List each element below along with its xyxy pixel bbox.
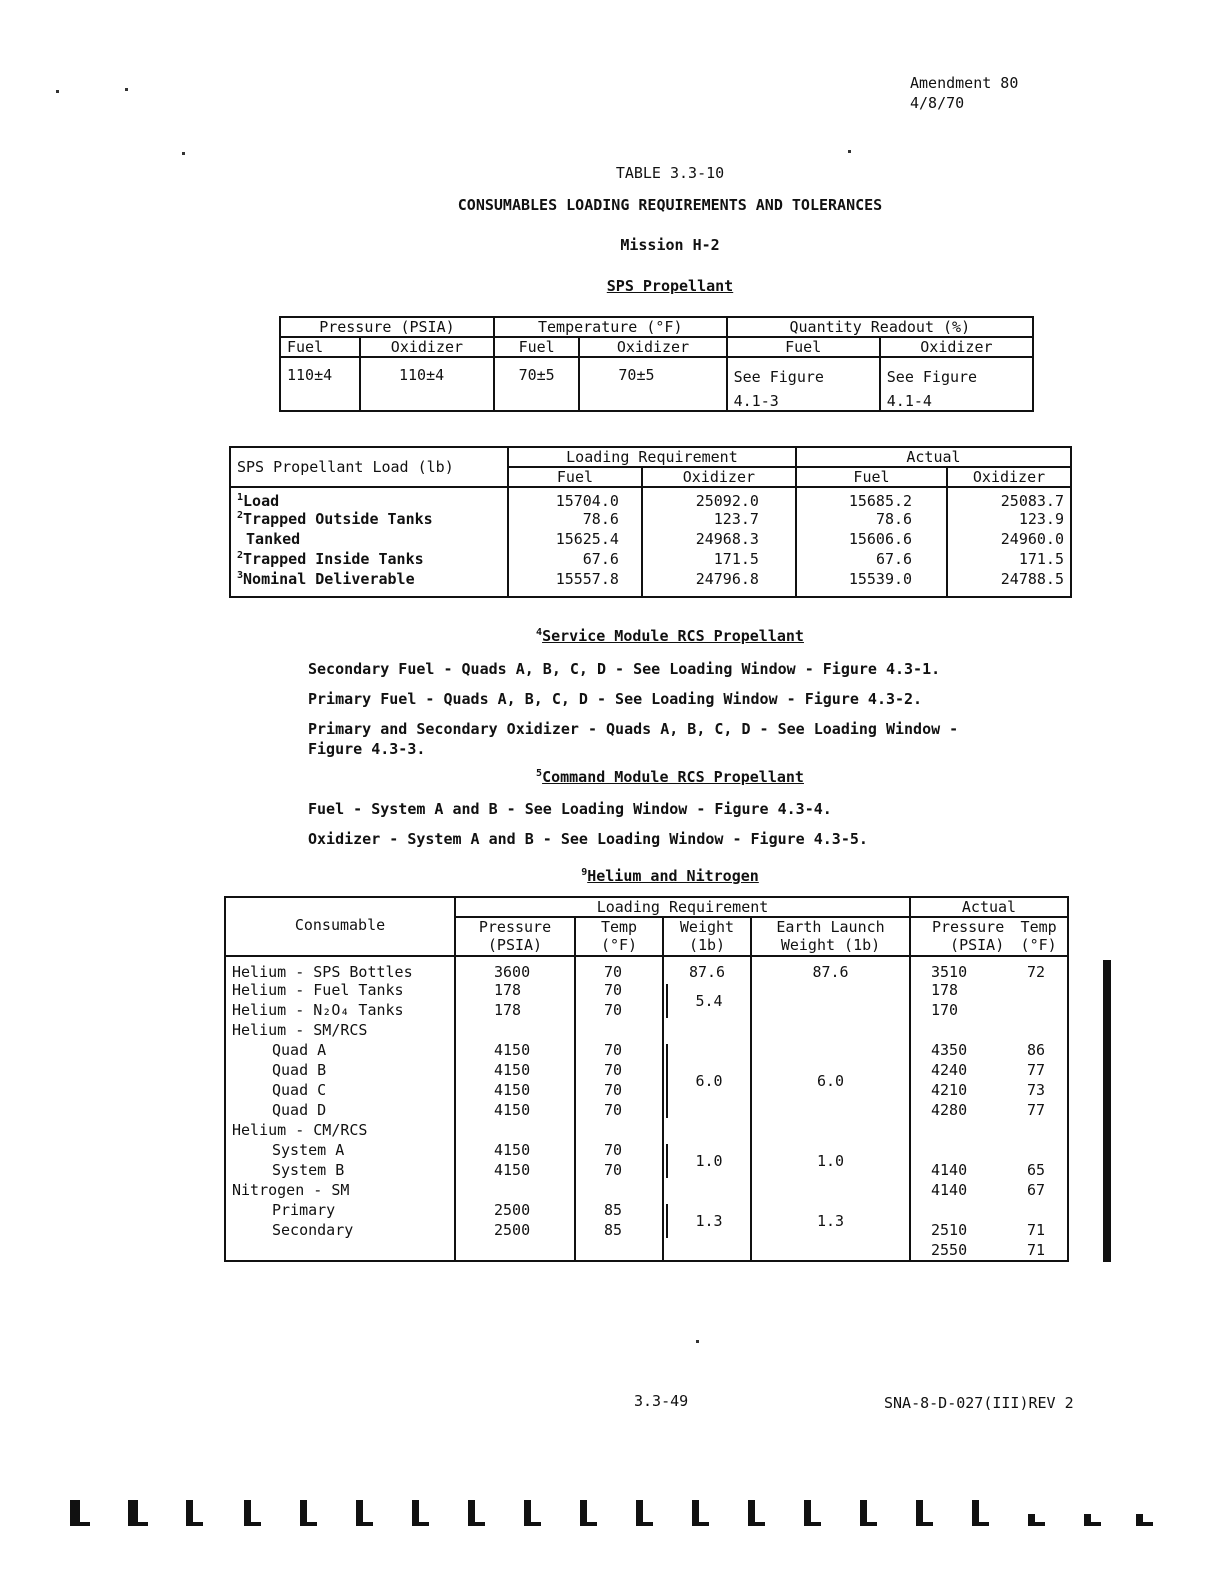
weight-value: 1.3 (695, 1212, 723, 1230)
cell: 78.6 (796, 510, 947, 530)
edge-mark-base (244, 1522, 261, 1526)
table-row (230, 510, 1071, 530)
cell-pressure: 2500 (455, 1221, 575, 1241)
table-row (225, 1161, 1068, 1181)
edge-mark-base (524, 1522, 541, 1526)
cell: 25083.7 (947, 487, 1071, 510)
table-row (225, 1041, 1068, 1061)
load-rows (230, 487, 1071, 597)
edge-mark-base (356, 1522, 373, 1526)
cm-rcs-heading: Command Module RCS Propellant (542, 768, 804, 786)
table-row (225, 1141, 1068, 1161)
cell-actual-temp: 71 (1026, 1241, 1045, 1259)
load-label: SPS Propellant Load (lb) (230, 447, 508, 487)
cell-actual-pressure: 4240 (910, 1061, 1010, 1081)
cell-pressure: 4150 (455, 1161, 575, 1181)
cell-weight (663, 1241, 751, 1261)
table-row (225, 1221, 1068, 1241)
cell-temp (575, 1241, 663, 1261)
consumable-name: Helium - Fuel Tanks (232, 981, 404, 999)
cell-actual-temp (1010, 1141, 1068, 1161)
scan-speck (56, 90, 59, 93)
helium-heading-wrap (0, 867, 1220, 885)
row-label-text: Nominal Deliverable (243, 570, 415, 588)
consumable-name: Nitrogen - SM (232, 1181, 350, 1199)
col-fuel: Fuel (280, 337, 360, 357)
cell-earth-launch: 6.0 (751, 1041, 910, 1121)
cell-temp: 85 (575, 1221, 663, 1241)
cell-actual-pressure: 4140 (910, 1181, 1010, 1201)
cell-pressure (455, 1241, 575, 1261)
cell-actual-temp: 86 (1026, 1041, 1045, 1059)
edge-mark-base (916, 1522, 933, 1526)
table-row (225, 1101, 1068, 1121)
edge-mark-base (70, 1522, 90, 1526)
edge-marks-graphic (70, 1488, 1160, 1528)
cell-actual-temp: 71 (1026, 1221, 1045, 1239)
cell-earth-launch: 1.0 (751, 1141, 910, 1181)
cell-temp: 70 (575, 1161, 663, 1181)
cell-weight (663, 1021, 751, 1041)
group-loading-requirement: Loading Requirement (508, 447, 796, 467)
cell-actual-temp: 77 (1026, 1101, 1045, 1119)
cell-line: See Figure (733, 368, 824, 386)
consumable-name: Helium - CM/RCS (232, 1121, 368, 1139)
cell-actual-temp (1010, 1021, 1068, 1041)
cell-actual-pressure (910, 1141, 1010, 1161)
weight-value: 1.0 (695, 1152, 723, 1170)
cell-pressure: 4150 (455, 1061, 575, 1081)
edge-mark-base (692, 1522, 709, 1526)
cell-temp: 70 (575, 1001, 663, 1021)
col-oxidizer: Oxidizer (642, 467, 796, 487)
table-row (225, 1021, 1068, 1041)
edge-mark-base (186, 1522, 203, 1526)
cell-actual-temp (1010, 1201, 1068, 1221)
col-earth-launch-2: Weight (1b) (751, 936, 910, 956)
cell: 67.6 (508, 550, 642, 570)
cell-line: 4.1-3 (733, 392, 779, 410)
cell-actual-temp: 67 (1026, 1181, 1045, 1199)
table-row (230, 530, 1071, 550)
document-id: SNA-8-D-027(III)REV 2 (884, 1394, 1074, 1412)
cell-actual-temp: 73 (1026, 1081, 1045, 1099)
edge-mark-base (748, 1522, 765, 1526)
cm-rcs-line: Oxidizer - System A and B - See Loading Window - Figure 4.3-5. (308, 830, 868, 848)
helium-heading: Helium and Nitrogen (587, 867, 759, 885)
footnote-mark: 3 (237, 570, 244, 581)
sps-heading: SPS Propellant (606, 277, 734, 295)
group-pressure: Pressure (PSIA) (280, 317, 494, 337)
consumable-name: System B (272, 1161, 345, 1179)
edge-mark-base (804, 1522, 821, 1526)
cell-pressure: 4150 (455, 1101, 575, 1121)
row-label (230, 550, 508, 570)
edge-mark-base (128, 1522, 148, 1526)
mission-label: Mission H-2 (620, 236, 720, 254)
consumable-name: Quad D (272, 1101, 327, 1119)
cell-pressure: 3600 (455, 956, 575, 981)
consumable-name (225, 1241, 455, 1261)
cell: 78.6 (508, 510, 642, 530)
helium-rows (225, 956, 1068, 1261)
cell-actual-pressure: 4280 (910, 1101, 1010, 1121)
scan-speck (182, 152, 185, 155)
col-oxidizer: Oxidizer (579, 337, 726, 357)
table-row (225, 1001, 1068, 1021)
cell-earth-launch (751, 1121, 910, 1141)
col-oxidizer: Oxidizer (360, 337, 494, 357)
scan-speck (696, 1340, 699, 1343)
cell: 15539.0 (796, 570, 947, 597)
sps-load-table (229, 446, 1072, 598)
sm-rcs-line: Secondary Fuel - Quads A, B, C, D - See Loading Window - Figure 4.3-1. (308, 660, 941, 678)
table-row (225, 1121, 1068, 1141)
cell-earth-launch (751, 1021, 910, 1041)
cell: 25092.0 (642, 487, 796, 510)
cell-pressure (455, 1021, 575, 1041)
consumable-name: Quad A (272, 1041, 327, 1059)
sm-rcs-heading: Service Module RCS Propellant (542, 627, 804, 645)
cell: 123.7 (642, 510, 796, 530)
cell-actual-pressure (910, 1021, 1010, 1041)
cell: 15557.8 (508, 570, 642, 597)
cell-earth-launch: 1.3 (751, 1201, 910, 1241)
cell: 15625.4 (508, 530, 642, 550)
amendment-date: 4/8/70 (910, 94, 965, 112)
cell: 171.5 (642, 550, 796, 570)
edge-mark-base (972, 1522, 989, 1526)
cell-actual-temp (1010, 1001, 1068, 1021)
col-degf: (°F) (575, 936, 663, 956)
col-temp: Temp (575, 917, 663, 936)
cell: 110±4 (360, 357, 494, 411)
cell: 123.9 (947, 510, 1071, 530)
consumable-name: Secondary (272, 1221, 354, 1239)
cell-weight (663, 1041, 751, 1121)
cm-rcs-line: Fuel - System A and B - See Loading Window - Figure 4.3-4. (308, 800, 832, 818)
cell-temp: 70 (575, 981, 663, 1001)
cell: 15606.6 (796, 530, 947, 550)
cell: 24968.3 (642, 530, 796, 550)
edge-mark-base (636, 1522, 653, 1526)
cell-weight (663, 1181, 751, 1201)
cell-line: 4.1-4 (886, 392, 932, 410)
edge-mark-base (412, 1522, 429, 1526)
cell-actual-pressure: 178 (910, 981, 1010, 1001)
cell-temp (575, 1021, 663, 1041)
cell-pressure: 4150 (455, 1141, 575, 1161)
cell-actual-pressure: 4210 (910, 1081, 1010, 1101)
cell-pressure: 4150 (455, 1041, 575, 1061)
table-row (225, 956, 1068, 981)
table-row (230, 550, 1071, 570)
edge-mark-base (1084, 1522, 1101, 1526)
sm-rcs-line: Figure 4.3-3. (308, 740, 426, 758)
cell-temp: 70 (575, 1061, 663, 1081)
cell: 70±5 (494, 357, 580, 411)
cell-pressure: 4150 (455, 1081, 575, 1101)
cell-earth-launch (751, 1241, 910, 1261)
cm-rcs-heading-wrap (0, 768, 1220, 786)
consumable-name: Primary (272, 1201, 336, 1219)
cell-pressure: 178 (455, 981, 575, 1001)
cell-temp: 70 (575, 1041, 663, 1061)
col-actual-pressure: Pressure (910, 917, 1010, 936)
footnote-mark: 9 (581, 867, 588, 878)
cell: 24960.0 (947, 530, 1071, 550)
row-label (230, 510, 508, 530)
cell (727, 357, 880, 411)
cell-temp: 85 (575, 1201, 663, 1221)
cell-actual-temp: 72 (1026, 963, 1045, 981)
group-quantity: Quantity Readout (%) (727, 317, 1033, 337)
edge-mark-base (300, 1522, 317, 1526)
cell: 171.5 (947, 550, 1071, 570)
cell-earth-launch (751, 981, 910, 1021)
cell: 110±4 (287, 366, 333, 384)
col-earth-launch: Earth Launch (751, 917, 910, 936)
cell-actual-pressure: 3510 (910, 956, 1010, 981)
cell-line: See Figure (886, 368, 978, 386)
col-actual-degf: (°F) (1010, 936, 1068, 956)
cell-earth-launch: 87.6 (751, 956, 910, 981)
col-actual-psia: (PSIA) (910, 936, 1010, 956)
consumable-name: Quad B (272, 1061, 327, 1079)
edge-mark-base (468, 1522, 485, 1526)
scan-speck (125, 88, 128, 91)
cell-actual-pressure: 2510 (910, 1221, 1010, 1241)
cell-weight (663, 981, 751, 1021)
amendment-label: Amendment 80 (910, 74, 1019, 92)
weight-value: 5.4 (695, 992, 723, 1010)
cell-actual-pressure: 4140 (910, 1161, 1010, 1181)
cell-actual-temp: 77 (1026, 1061, 1045, 1079)
col-fuel: Fuel (508, 467, 642, 487)
weight-value: 6.0 (695, 1072, 723, 1090)
edge-marks (70, 1488, 1160, 1528)
sm-rcs-line: Primary and Secondary Oxidizer - Quads A, B, C, D - See Loading Window - (308, 720, 959, 738)
edge-mark-base (580, 1522, 597, 1526)
table-row (225, 1241, 1068, 1261)
cell-actual-pressure (910, 1201, 1010, 1221)
col-actual-temp: Temp (1020, 918, 1057, 936)
col-pressure: Pressure (455, 917, 575, 936)
cell-actual-temp (1010, 1121, 1068, 1141)
cell-actual-temp (1010, 981, 1068, 1001)
table-number: TABLE 3.3-10 (615, 164, 725, 182)
cell-temp: 70 (575, 956, 663, 981)
table-row (225, 1201, 1068, 1221)
cell-actual-pressure: 4350 (910, 1041, 1010, 1061)
cell: 15704.0 (508, 487, 642, 510)
cell: 67.6 (796, 550, 947, 570)
row-label-text: Load (243, 492, 280, 510)
group-actual: Actual (796, 447, 1071, 467)
col-fuel: Fuel (796, 467, 947, 487)
table-row (225, 1181, 1068, 1201)
footnote-mark: 5 (536, 768, 543, 779)
consumable-name: Helium - SPS Bottles (232, 963, 413, 981)
col-fuel: Fuel (727, 337, 880, 357)
cell-weight (663, 1201, 751, 1241)
consumable-name: Quad C (272, 1081, 327, 1099)
col-psia: (PSIA) (455, 936, 575, 956)
row-label (230, 487, 508, 510)
cell-actual-pressure (910, 1121, 1010, 1141)
cell-temp (575, 1121, 663, 1141)
table-row (230, 570, 1071, 597)
helium-table (224, 896, 1069, 1262)
row-label-text: Trapped Inside Tanks (243, 550, 424, 568)
consumable-label: Consumable (225, 897, 455, 956)
cell-temp (575, 1181, 663, 1201)
cell-actual-pressure: 170 (910, 1001, 1010, 1021)
sm-rcs-line: Primary Fuel - Quads A, B, C, D - See Loading Window - Figure 4.3-2. (308, 690, 923, 708)
col-oxidizer: Oxidizer (880, 337, 1033, 357)
cell-temp: 70 (575, 1101, 663, 1121)
group-loading-requirement: Loading Requirement (455, 897, 910, 917)
footnote-mark: 1 (237, 492, 244, 503)
cell-weight (663, 1121, 751, 1141)
consumable-name: System A (272, 1141, 345, 1159)
sps-conditions-table (279, 316, 1034, 412)
cell-temp: 70 (575, 1081, 663, 1101)
row-label-text: Trapped Outside Tanks (243, 510, 433, 528)
col-fuel: Fuel (494, 337, 580, 357)
cell-weight (663, 1141, 751, 1181)
cell: 70±5 (579, 357, 726, 411)
cell-pressure: 2500 (455, 1201, 575, 1221)
cell-actual-pressure: 2550 (910, 1241, 1010, 1261)
edge-mark-base (860, 1522, 877, 1526)
cell-pressure (455, 1121, 575, 1141)
scan-speck (848, 150, 851, 153)
revision-change-bar (1103, 960, 1111, 1262)
cell-earth-launch (751, 1181, 910, 1201)
edge-mark-base (1028, 1522, 1045, 1526)
footnote-mark: 2 (237, 510, 244, 521)
group-actual: Actual (910, 897, 1068, 917)
group-temperature: Temperature (°F) (494, 317, 727, 337)
cell-pressure (455, 1181, 575, 1201)
col-weight: Weight (663, 917, 751, 936)
consumable-name: Helium - SM/RCS (232, 1021, 368, 1039)
cell: 24788.5 (947, 570, 1071, 597)
cell-pressure: 178 (455, 1001, 575, 1021)
edge-mark-base (1136, 1522, 1153, 1526)
cell: 15685.2 (796, 487, 947, 510)
table-row (225, 981, 1068, 1001)
cell: 24796.8 (642, 570, 796, 597)
consumable-name: Helium - N₂O₄ Tanks (232, 1001, 404, 1019)
footnote-mark: 2 (237, 550, 244, 561)
cell-temp: 70 (575, 1141, 663, 1161)
col-lb: (1b) (663, 936, 751, 956)
page-number: 3.3-49 (634, 1392, 689, 1410)
cell-weight: 87.6 (663, 956, 751, 981)
table-row (225, 1081, 1068, 1101)
table-row (225, 1061, 1068, 1081)
table-row (230, 487, 1071, 510)
row-label (230, 530, 508, 550)
footnote-mark: 4 (536, 627, 543, 638)
col-oxidizer: Oxidizer (947, 467, 1071, 487)
page-title: CONSUMABLES LOADING REQUIREMENTS AND TOLERANCES (457, 196, 883, 214)
cell-actual-temp: 65 (1026, 1161, 1045, 1179)
row-label-text: Tanked (237, 530, 301, 548)
sm-rcs-heading-wrap (0, 627, 1220, 645)
row-label (230, 570, 508, 597)
cell (880, 357, 1033, 411)
